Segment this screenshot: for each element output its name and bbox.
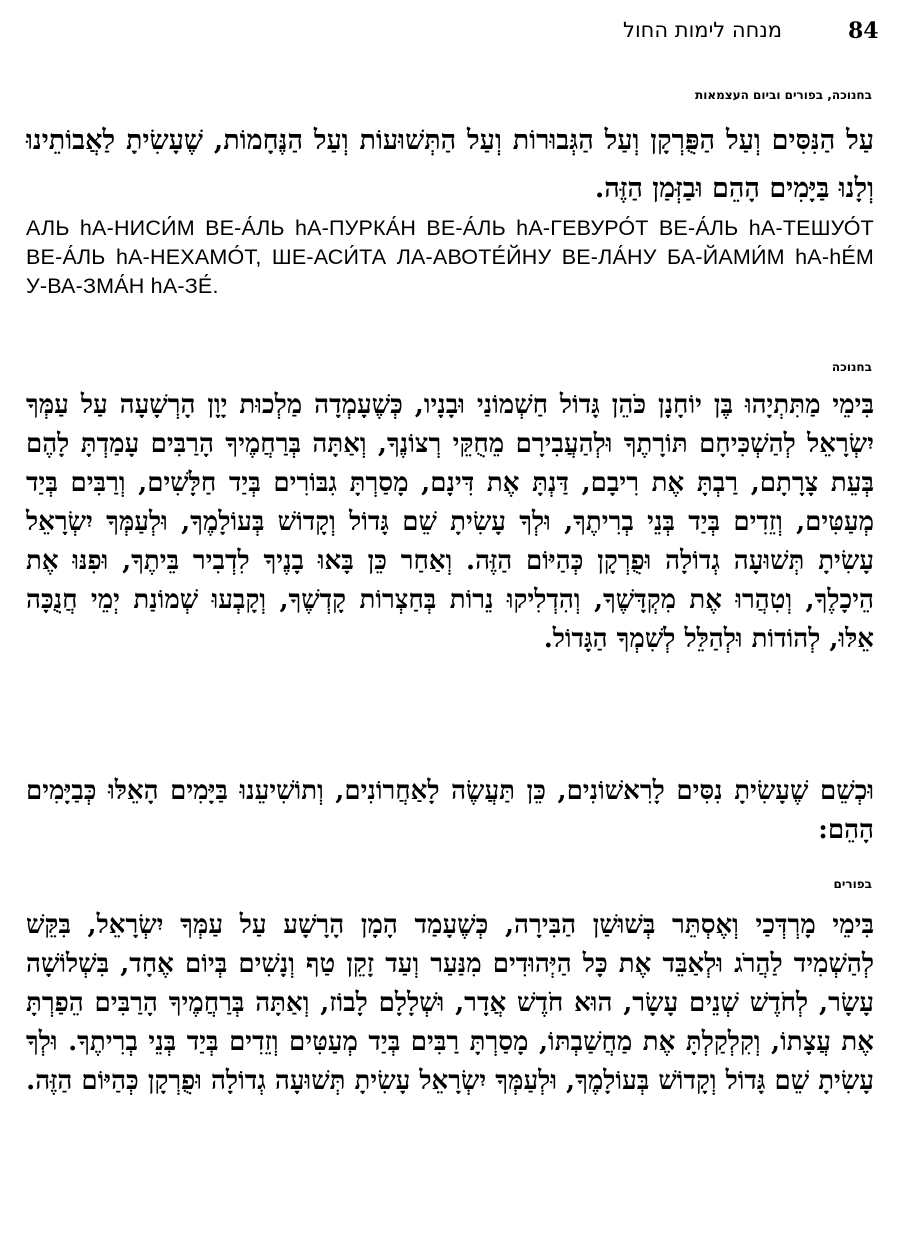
running-title: מנחה לימות החול — [623, 18, 782, 42]
chanukah-closing-paragraph: וּכְשֵׁם שֶׁעָשִׂיתָ נִסִּים לָרִאשׁוֹנִים, כֵּן תַּעֲשֶׂה לָאַחֲרוֹנִים, וְתוֹשִׁיעֵנוּ בַּיָּמִים הָאֵלּוּ כְּבַיָּמִים הָהֵם: — [26, 776, 874, 845]
section-label-general: בחנוכה, בפורים וביום העצמאות — [695, 88, 872, 102]
section-label-purim: בפורים — [833, 877, 872, 891]
section-label-chanukah: בחנוכה — [831, 360, 872, 374]
al-hanissim-transliteration: АЛЬ hА-НИСИ́М ВЕ-А́ЛЬ hА-ПУРКА́Н ВЕ-А́ЛЬ hА-ГЕВУРО́Т ВЕ-А́ЛЬ hА-ТЕШУО́Т ВЕ-А́ЛЬ hА-НЕХАМО́Т, ШЕ-АСИ́ТА ЛА-АВОТЕ́ЙНУ ВЕ-ЛА́НУ БА-ЙАМИ́М hА-hЕ́М У-ВА-ЗМА́Н hА-ЗЕ́. — [26, 216, 874, 298]
al-hanissim-hebrew: עַל הַנִּסִּים וְעַל הַפֻּרְקָן וְעַל הַגְּבוּרוֹת וְעַל הַתְּשׁוּעוֹת וְעַל הַנֶּחָמוֹת, שֶׁעָשִׂיתָ לַאֲבוֹתֵינוּ וְלָנוּ בַּיָּמִים הָהֵם וּבַזְּמַן הַזֶּה. — [26, 125, 874, 204]
purim-paragraph: בִּימֵי מָרְדְּכַי וְאֶסְתֵּר בְּשׁוּשַׁן הַבִּירָה, כְּשֶׁעָמַד הָמָן הָרָשָׁע עַל עַמְּךָ יִשְׂרָאֵל, בִּקֵּשׁ לְהַשְׁמִיד לַהֲרֹג וּלְאַבֵּד אֶת כָּל הַיְּהוּדִים מִנַּעַר וְעַד זָקֵן טַף וְנָשִׁים בְּיוֹם אֶחָד, בִּשְׁלוֹשָׁה עָשָׂר, לְחֹדֶשׁ שְׁנֵים עָשָׂר, הוּא חֹדֶשׁ אֲדָר, וּשְׁלָלָם לָבוֹז, וְאַתָּה בְּרַחֲמֶיךָ הָרַבִּים הֵפַרְתָּ אֶת עֲצָתוֹ, וְקִלְקַלְתָּ אֶת מַחֲשַׁבְתּוֹ, מָסַרְתָּ רַבִּים בְּיַד מְעַטִּים וְזֵדִים בְּיַד בְּנֵי בְרִיתֶךָ. וּלְךָ עָשִׂיתָ שֵׁם גָּדוֹל וְקָדוֹשׁ בְּעוֹלָמֶךָ, וּלְעַמְּךָ יִשְׂרָאֵל עָשִׂיתָ תְּשׁוּעָה גְדוֹלָה וּפֻרְקָן כְּהַיּוֹם הַזֶּה. — [26, 910, 874, 1096]
page-number: 84 — [848, 18, 879, 44]
chanukah-paragraph: בִּימֵי מַתִּתְיָהוּ בֶּן יוֹחָנָן כֹּהֵן גָּדוֹל חַשְׁמוֹנַי וּבָנָיו, כְּשֶׁעָמְדָה מַלְכוּת יָוָן הָרְשָׁעָה עַל עַמְּךָ יִשְׂרָאֵל לְהַשְׁכִּיחָם תּוֹרָתֶךָ וּלְהַעֲבִירָם מֵחֻקֵּי רְצוֹנֶךָ, וְאַתָּה בְּרַחֲמֶיךָ הָרַבִּים עָמַדְתָּ לָהֶם בְּעֵת צָרָתָם, רַבְתָּ אֶת רִיבָם, דַּנְתָּ אֶת דִּינָם, מָסַרְתָּ גִבּוֹרִים בְּיַד חַלָּשִׁים, וְרַבִּים בְּיַד מְעַטִּים, וְזֵדִים בְּיַד בְּנֵי בְרִיתֶךָ, וּלְךָ עָשִׂיתָ שֵׁם גָּדוֹל וְקָדוֹשׁ בְּעוֹלָמֶךָ, וּלְעַמְּךָ יִשְׂרָאֵל עָשִׂיתָ תְּשׁוּעָה גְדוֹלָה וּפֻרְקָן כְּהַיּוֹם הַזֶּה. וְאַחַר כֵּן בָּאוּ בָנֶיךָ לִדְבִיר בֵּיתֶךָ, וּפִנּוּ אֶת הֵיכָלֶךָ, וְטִהֲרוּ אֶת מִקְדָּשֶׁךָ, וְהִדְלִיקוּ נֵרוֹת בְּחַצְרוֹת קָדְשֶׁךָ, וְקָבְעוּ שְׁמוֹנַת יְמֵי חֲנֻכָּה אֵלּוּ, לְהוֹדוֹת וּלְהַלֵּל לְשִׁמְךָ הַגָּדוֹל. — [26, 390, 874, 654]
